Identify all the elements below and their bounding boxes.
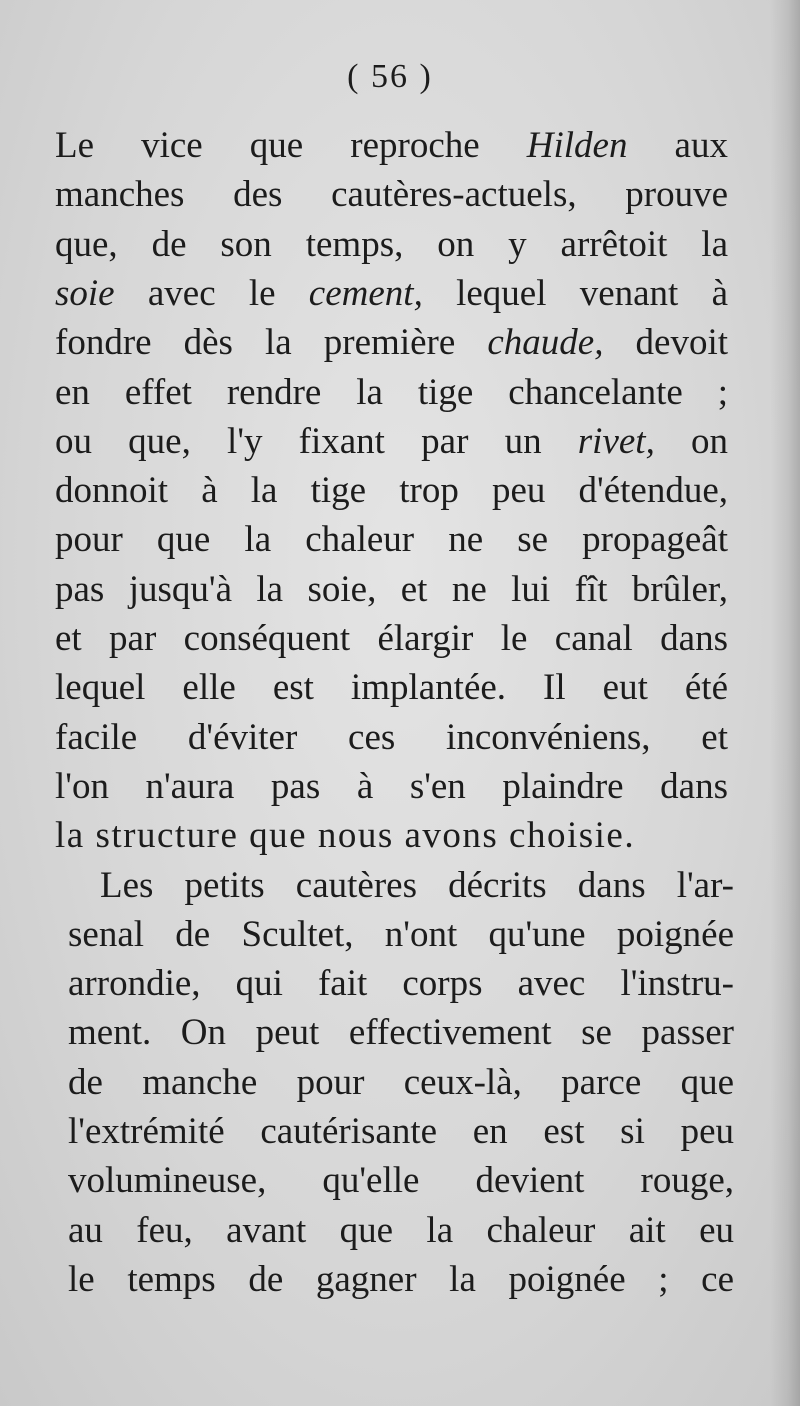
text-segment: Les petits cautères décrits dans l'ar- [100, 864, 734, 906]
text-line [55, 319, 728, 367]
text-line [55, 714, 728, 762]
text-segment: ou que, l'y fixant par un [55, 420, 578, 462]
italic-text: chaude, [487, 322, 604, 364]
text-line [68, 1256, 734, 1304]
text-segment: en effet rendre la tige chancelante ; [55, 371, 728, 413]
text-line [68, 1059, 734, 1107]
text-line [68, 1009, 734, 1057]
text-line [68, 1108, 734, 1156]
page-edge-shadow [770, 0, 800, 1406]
italic-text: Hilden [526, 125, 628, 166]
text-segment: on [654, 420, 729, 462]
text-line [55, 270, 728, 318]
text-line [55, 221, 728, 269]
text-line [68, 1207, 734, 1255]
text-line [55, 467, 728, 515]
text-segment: l'extrémité cautérisante en est si peu [68, 1111, 734, 1152]
text-segment: la structure que nous avons choisie. [55, 815, 636, 857]
text-line [55, 615, 728, 663]
text-segment: facile d'éviter ces inconvéniens, et [55, 716, 728, 758]
text-line [55, 369, 728, 417]
text-segment: lequel venant à [422, 272, 728, 314]
text-line [55, 122, 728, 170]
text-line [55, 418, 728, 466]
text-line [68, 911, 734, 959]
text-segment: lequel elle est implantée. Il eut été [55, 667, 728, 709]
text-line [55, 812, 635, 860]
text-line [55, 664, 728, 712]
text-segment: Le vice que reproche [55, 125, 527, 166]
text-line [55, 566, 728, 614]
text-segment: pas jusqu'à la soie, et ne lui fît brûler, [55, 568, 728, 610]
text-segment: de manche pour ceux-là, parce que [68, 1061, 734, 1103]
text-segment: fondre dès la première [55, 322, 488, 364]
text-line [55, 763, 728, 811]
text-segment: avec le [114, 272, 309, 314]
text-segment: senal de Scultet, n'ont qu'une poignée [68, 913, 734, 955]
text-line [55, 171, 728, 219]
text-segment: volumineuse, qu'elle devient rouge, [68, 1160, 734, 1202]
text-segment: devoit [603, 322, 729, 364]
text-segment: donnoit à la tige trop peu d'étendue, [55, 470, 728, 512]
text-segment: le temps de gagner la poignée ; ce [68, 1258, 734, 1300]
text-line [68, 1157, 734, 1205]
text-segment: manches des cautères-actuels, prouve [55, 174, 728, 216]
text-line [68, 960, 734, 1008]
text-segment: ment. On peut effectivement se passer [68, 1012, 734, 1054]
italic-text: rivet, [577, 420, 655, 462]
text-line [55, 516, 728, 564]
text-segment: au feu, avant que la chaleur ait eu [68, 1209, 734, 1251]
text-segment: arrondie, qui fait corps avec l'instru- [68, 963, 734, 1005]
text-segment: aux [627, 125, 728, 166]
text-segment: que, de son temps, on y arrêtoit la [55, 223, 728, 265]
text-line [100, 862, 734, 910]
text-segment: pour que la chaleur ne se propageât [55, 519, 728, 561]
italic-text: cement, [308, 272, 423, 314]
italic-text: soie [55, 272, 115, 314]
text-segment: l'on n'aura pas à s'en plaindre dans [55, 765, 728, 807]
page-number: ( 56 ) [347, 58, 433, 95]
text-segment: et par conséquent élargir le canal dans [55, 618, 728, 659]
